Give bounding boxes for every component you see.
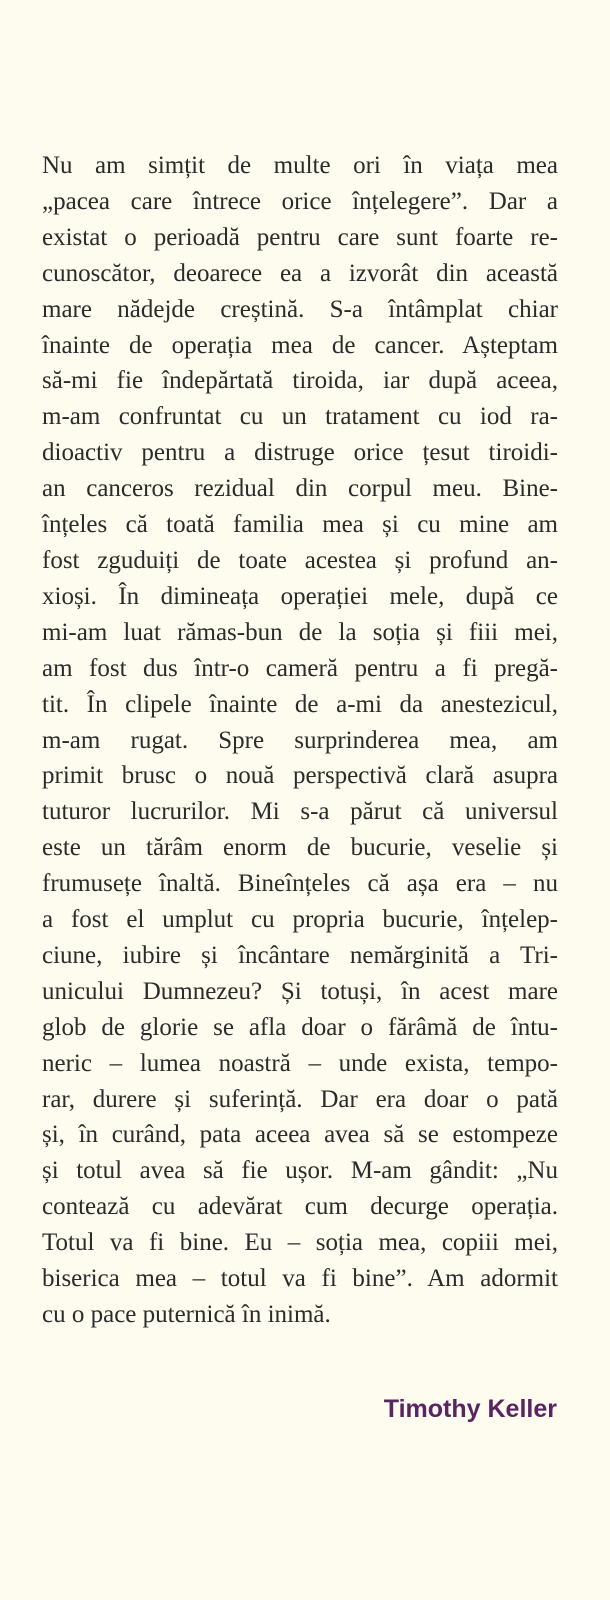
quote-line: „pacea care întrece orice înțelegere”. Dar a xyxy=(42,187,558,215)
quote-line: ciune, iubire și încântare nemărginită a Tri- xyxy=(42,941,558,969)
quote-line: existat o perioadă pentru care sunt foarte re- xyxy=(42,223,558,251)
quote-line: a fost el umplut cu propria bucurie, înțelep- xyxy=(42,906,558,934)
quote-line: Totul va fi bine. Eu – soția mea, copiii mei, xyxy=(42,1229,558,1257)
quote-line: rar, durere și suferință. Dar era doar o pată xyxy=(42,1085,558,1113)
quote-line: glob de glorie se afla doar o fărâmă de întu- xyxy=(42,1013,558,1041)
quote-line: primit brusc o nouă perspectivă clară asupra xyxy=(42,762,558,790)
quote-line: contează cu adevărat cum decurge operația. xyxy=(42,1193,558,1221)
quote-line: și, în curând, pata aceea avea să se estompeze xyxy=(42,1121,558,1149)
quote-line: este un tărâm enorm de bucurie, veselie și xyxy=(42,834,558,862)
quote-line: și totul avea să fie ușor. M-am gândit: „Nu xyxy=(42,1157,558,1185)
quote-line: tuturor lucrurilor. Mi s-a părut că universul xyxy=(42,798,558,826)
quote-line: cu o pace puternică în inimă. xyxy=(42,1301,331,1328)
quote-line: m-am rugat. Spre surprinderea mea, am xyxy=(42,726,558,754)
quote-line: înțeles că toată familia mea și cu mine am xyxy=(42,511,558,539)
quote-line: tit. În clipele înainte de a-mi da anestezicul, xyxy=(42,690,558,718)
quote-line: xioși. În dimineața operației mele, după ce xyxy=(42,582,558,610)
quote-line: înainte de operația mea de cancer. Așteptam xyxy=(42,331,558,359)
quote-line: biserica mea – totul va fi bine”. Am adormit xyxy=(42,1265,558,1293)
author-name: Timothy Keller xyxy=(383,1395,557,1423)
quote-line: am fost dus într-o cameră pentru a fi pregă- xyxy=(42,654,558,682)
quote-line: să-mi fie îndepărtată tiroida, iar după aceea, xyxy=(42,367,558,395)
quote-line: mare nădejde creștină. S-a întâmplat chiar xyxy=(42,295,558,323)
quote-line: cunoscător, deoarece ea a izvorât din această xyxy=(42,259,558,287)
quote-line: fost zguduiți de toate acestea și profund an- xyxy=(42,546,558,574)
quote-line: Nu am simțit de multe ori în viața mea xyxy=(42,152,558,179)
quote-text xyxy=(42,148,558,1333)
quote-line: dioactiv pentru a distruge orice țesut tiroidi- xyxy=(42,439,558,467)
quote-line: frumusețe înaltă. Bineînțeles că așa era – nu xyxy=(42,870,558,898)
quote-line: m-am confruntat cu un tratament cu iod ra- xyxy=(42,403,558,431)
quote-line: an canceros rezidual din corpul meu. Bine- xyxy=(42,475,558,503)
quote-line: mi-am luat rămas-bun de la soția și fiii mei, xyxy=(42,618,558,646)
quote-line: unicului Dumnezeu? Și totuși, în acest mare xyxy=(42,977,558,1005)
quote-line: neric – lumea noastră – unde exista, tempo- xyxy=(42,1049,558,1077)
